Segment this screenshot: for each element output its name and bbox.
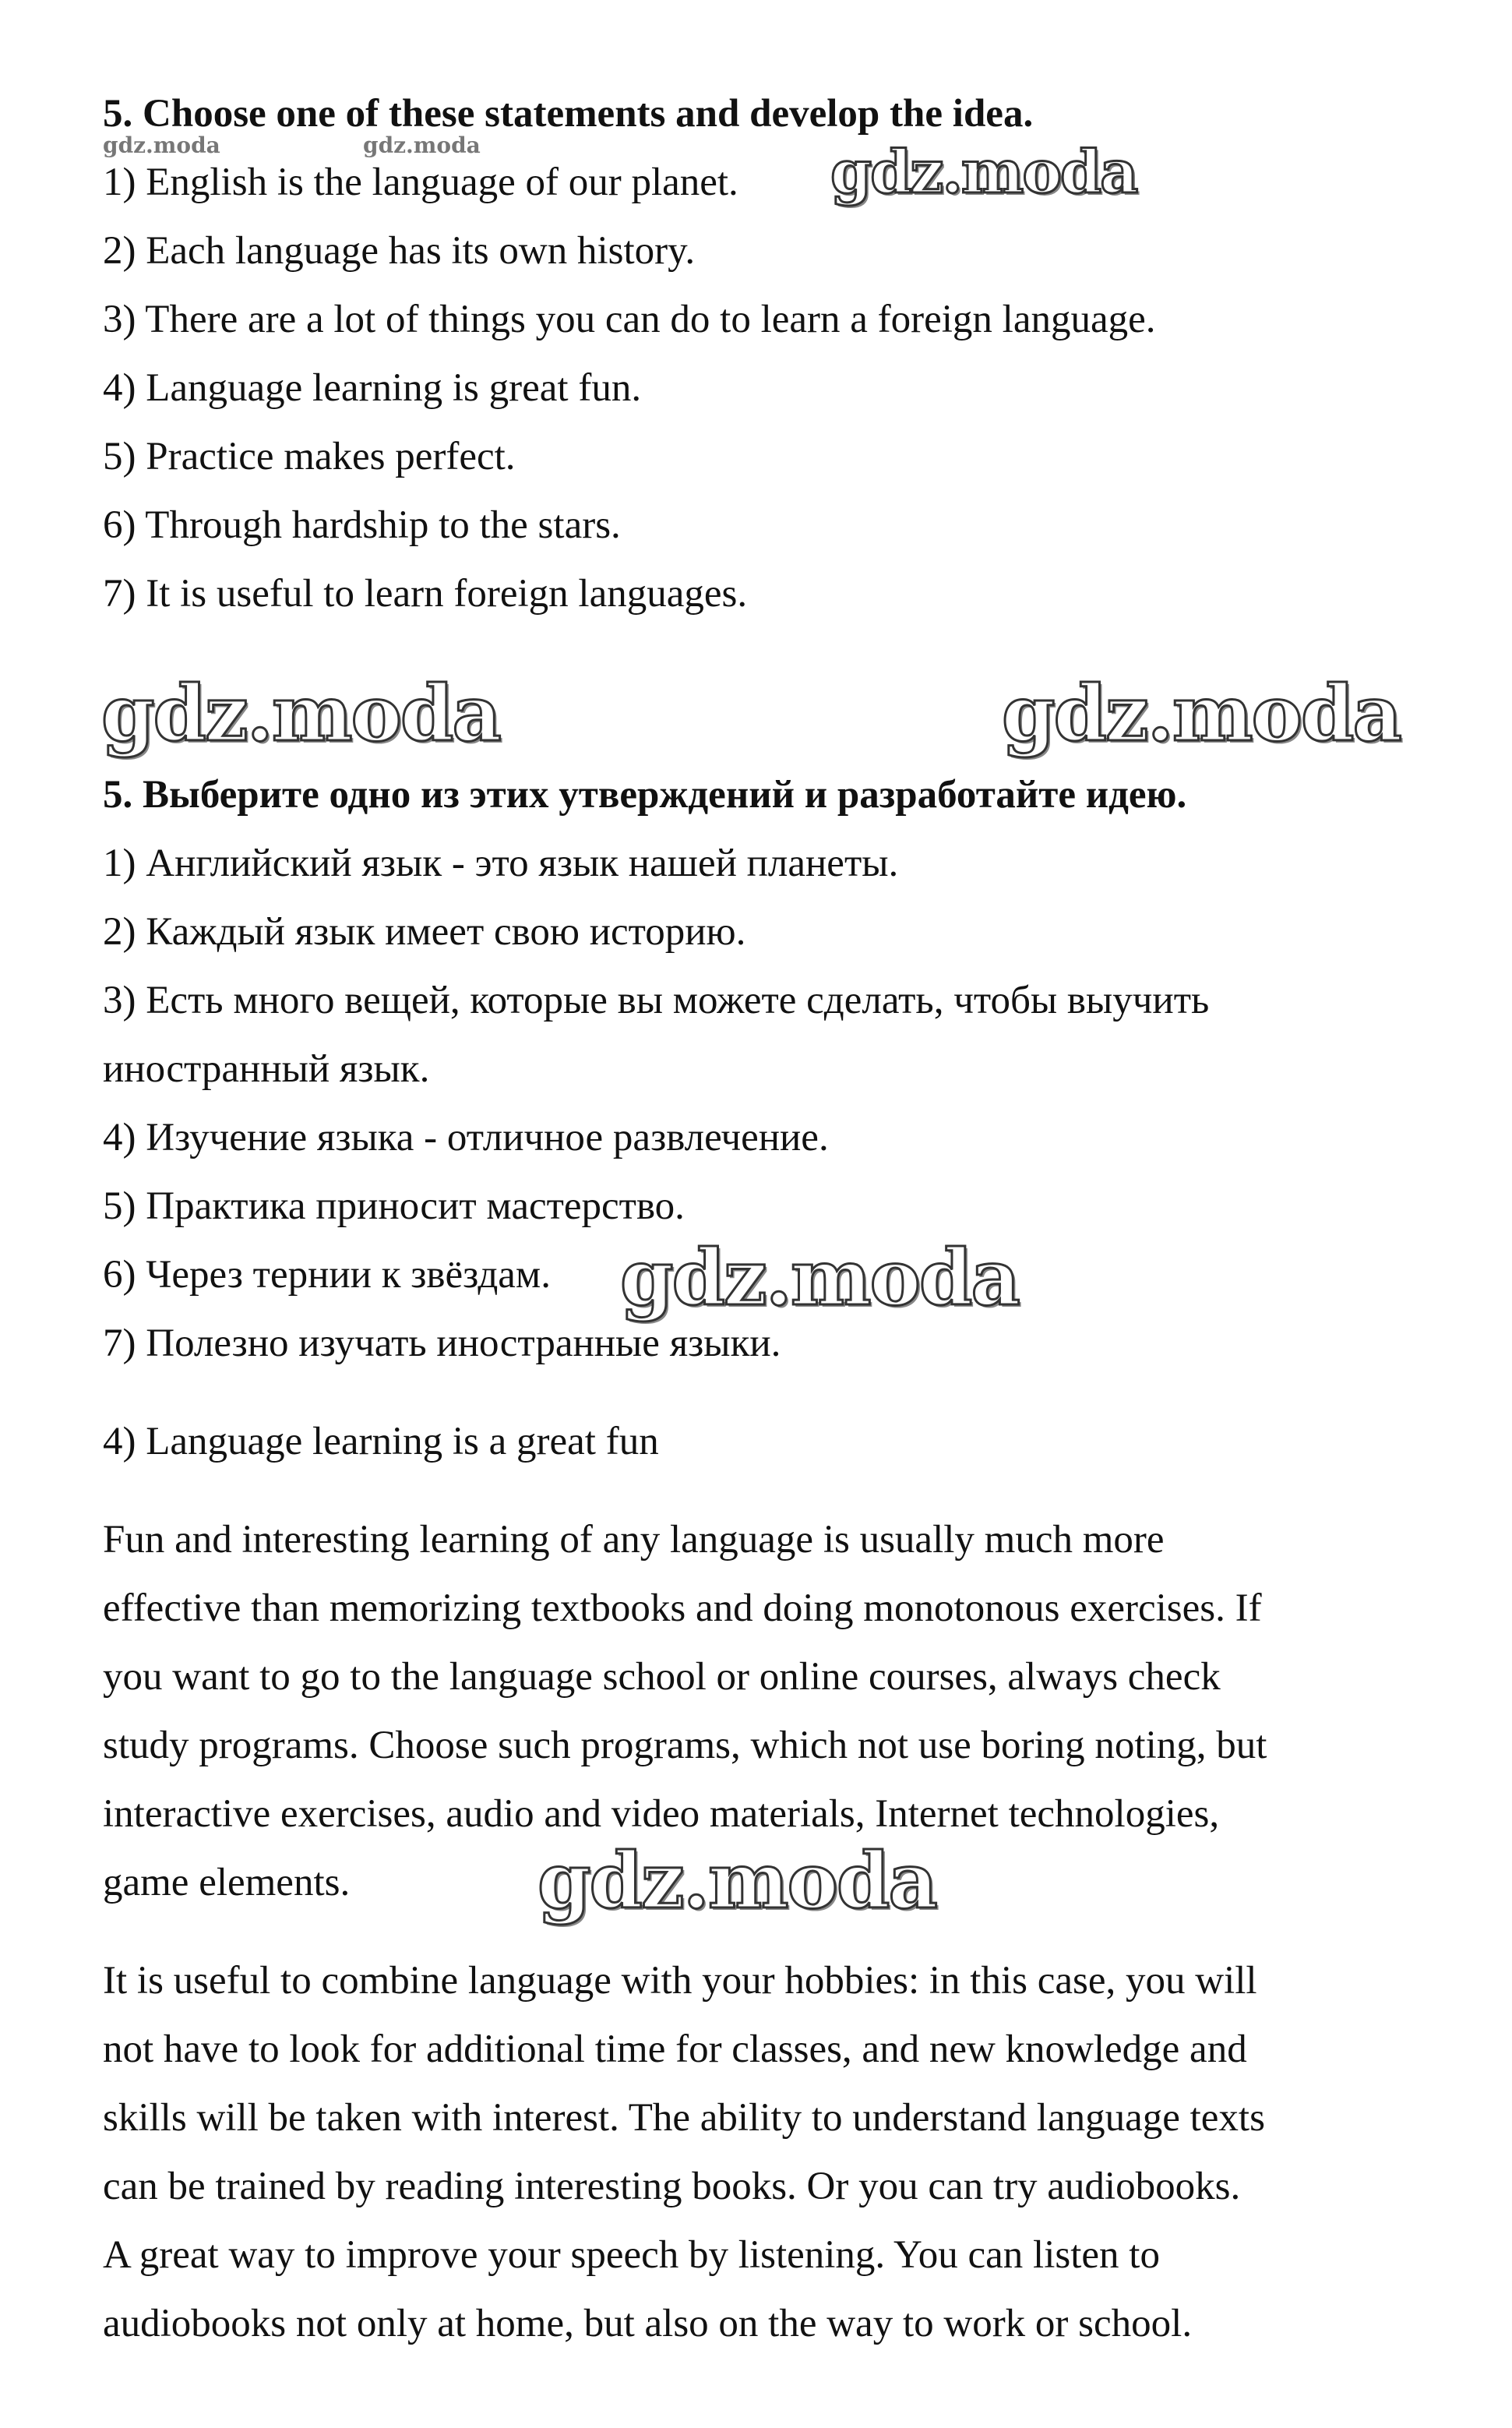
paragraph-1-line-4: study programs. Choose such programs, which not use boring noting, but bbox=[103, 1724, 1267, 1767]
english-item-7: 7) It is useful to learn foreign languages. bbox=[103, 572, 748, 616]
paragraph-1-line-2: effective than memorizing textbooks and doing monotonous exercises. If bbox=[103, 1586, 1262, 1630]
russian-item-6: 6) Через тернии к звёздам. bbox=[103, 1253, 551, 1297]
paragraph-2-line-2: not have to look for additional time for classes, and new knowledge and bbox=[103, 2027, 1247, 2071]
russian-item-5: 5) Практика приносит мастерство. bbox=[103, 1184, 685, 1228]
russian-item-4: 4) Изучение языка - отличное развлечение. bbox=[103, 1116, 829, 1159]
russian-item-1: 1) Английский язык - это язык нашей планеты. bbox=[103, 842, 899, 885]
english-item-6: 6) Through hardship to the stars. bbox=[103, 503, 621, 547]
paragraph-1-line-1: Fun and interesting learning of any language is usually much more bbox=[103, 1518, 1165, 1562]
watermark-left: gdz.moda bbox=[101, 669, 500, 759]
english-item-5: 5) Practice makes perfect. bbox=[103, 435, 516, 478]
english-task-heading: 5. Choose one of these statements and develop the idea. bbox=[103, 92, 1034, 136]
russian-task-heading: 5. Выберите одно из этих утверждений и разработайте идею. bbox=[103, 773, 1187, 817]
english-item-4: 4) Language learning is great fun. bbox=[103, 366, 642, 410]
watermark-bottom: gdz.moda bbox=[537, 1837, 936, 1926]
english-item-1: 1) English is the language of our planet. bbox=[103, 161, 738, 204]
english-item-3: 3) There are a lot of things you can do to learn a foreign language. bbox=[103, 298, 1156, 341]
paragraph-2-line-1: It is useful to combine language with your hobbies: in this case, you will bbox=[103, 1959, 1257, 2003]
paragraph-1-line-3: you want to go to the language school or online courses, always check bbox=[103, 1655, 1221, 1699]
chosen-statement: 4) Language learning is a great fun bbox=[103, 1420, 659, 1463]
watermark-middle: gdz.moda bbox=[620, 1233, 1019, 1323]
russian-item-7: 7) Полезно изучать иностранные языки. bbox=[103, 1322, 781, 1365]
paragraph-1-line-6: game elements. bbox=[103, 1861, 351, 1904]
paragraph-2-line-6: audiobooks not only at home, but also on the way to work or school. bbox=[103, 2302, 1193, 2345]
english-item-2: 2) Each language has its own history. bbox=[103, 229, 696, 273]
russian-item-3: 3) Есть много вещей, которые вы можете сделать, чтобы выучить bbox=[103, 979, 1210, 1022]
russian-item-2: 2) Каждый язык имеет свою историю. bbox=[103, 910, 746, 954]
paragraph-1-line-5: interactive exercises, audio and video materials, Internet technologies, bbox=[103, 1792, 1220, 1836]
paragraph-2-line-4: can be trained by reading interesting books. Or you can try audiobooks. bbox=[103, 2165, 1241, 2208]
paragraph-2-line-3: skills will be taken with interest. The ability to understand language texts bbox=[103, 2096, 1265, 2140]
russian-item-3-continued: иностранный язык. bbox=[103, 1047, 430, 1091]
watermark-right: gdz.moda bbox=[1002, 669, 1401, 759]
watermark-top: gdz.moda bbox=[830, 137, 1137, 206]
paragraph-2-line-5: A great way to improve your speech by listening. You can listen to bbox=[103, 2233, 1160, 2277]
watermark-small-right: gdz.moda bbox=[363, 132, 481, 158]
watermark-small-left: gdz.moda bbox=[103, 132, 220, 158]
